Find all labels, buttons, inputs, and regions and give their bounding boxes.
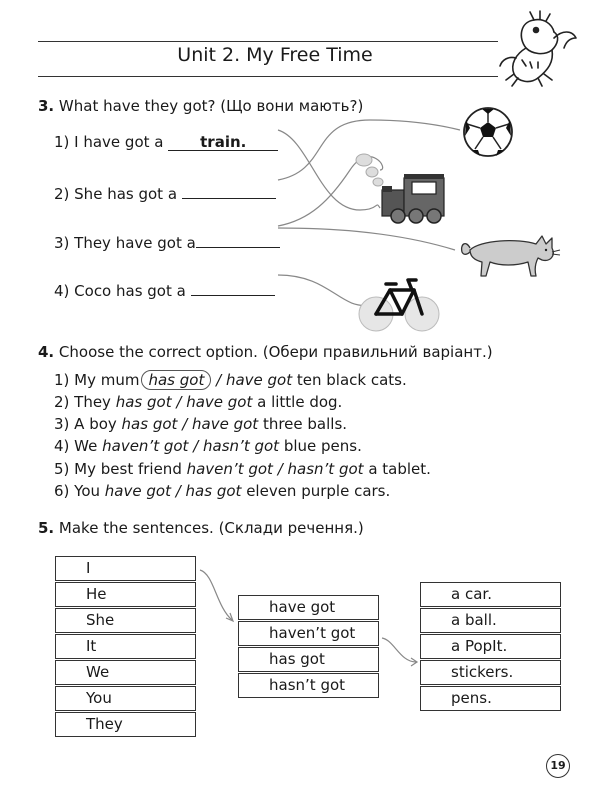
arrow-icon xyxy=(380,634,422,674)
ex3-item-4-text: 4) Coco has got a xyxy=(54,282,186,300)
object-box[interactable]: pens. xyxy=(420,686,561,711)
ex4-item-6-option-1[interactable]: have got xyxy=(104,482,171,500)
ex3-item-1-answer[interactable]: train. xyxy=(168,133,278,151)
ex4-item-4-sep: / xyxy=(188,437,204,455)
ex3-instruction: What have they got? (Що вони мають?) xyxy=(58,97,364,115)
ex4-item-5 xyxy=(54,460,431,478)
ex4-item-1-option-2[interactable]: have got xyxy=(225,371,293,389)
ex3-item-1-text: 1) I have got a xyxy=(54,133,164,151)
ex4-item-2-option-2[interactable]: have got xyxy=(186,393,253,411)
verb-box[interactable]: has got xyxy=(238,647,379,672)
page-number: 19 xyxy=(546,754,570,778)
ex5-heading xyxy=(38,519,364,537)
ex4-item-5-option-1[interactable]: haven’t got xyxy=(186,460,273,478)
header-line-top xyxy=(38,41,498,42)
ex4-item-5-pre: 5) My best friend xyxy=(54,460,187,478)
ex5-number: 5. xyxy=(38,519,55,537)
ex4-item-6-post: eleven purple cars. xyxy=(241,482,391,500)
ex4-item-1-option-1-selected[interactable]: has got xyxy=(141,370,211,390)
ex3-item-1 xyxy=(54,133,278,151)
ex4-item-1-post: ten black cats. xyxy=(292,371,407,389)
verb-box[interactable]: have got xyxy=(238,595,379,620)
ex4-item-3-option-1[interactable]: has got xyxy=(121,415,178,433)
ex4-item-2-pre: 2) They xyxy=(54,393,116,411)
soccer-ball-icon xyxy=(462,106,514,158)
ex3-item-2 xyxy=(54,181,276,203)
ex3-number: 3. xyxy=(38,97,55,115)
ex3-item-2-answer[interactable] xyxy=(182,181,276,199)
ex3-item-4-answer[interactable] xyxy=(191,278,275,296)
ex4-item-1 xyxy=(54,370,407,390)
ex3-item-4 xyxy=(54,278,275,300)
ex4-item-2-option-1[interactable]: has got xyxy=(115,393,172,411)
ex4-item-4-option-1[interactable]: haven’t got xyxy=(102,437,189,455)
ex4-item-1-sep: / xyxy=(211,371,226,389)
ex4-item-5-post: a tablet. xyxy=(363,460,431,478)
bicycle-icon xyxy=(356,276,442,334)
subject-box[interactable]: It xyxy=(55,634,196,659)
ex4-item-5-option-2[interactable]: hasn’t got xyxy=(287,460,364,478)
ex3-item-2-text: 2) She has got a xyxy=(54,185,178,203)
ex4-item-2 xyxy=(54,393,342,411)
ex4-item-3-sep: / xyxy=(177,415,193,433)
header-line-bottom xyxy=(38,76,498,77)
ex4-item-5-sep: / xyxy=(272,460,288,478)
ex4-item-4 xyxy=(54,437,362,455)
subject-box[interactable]: He xyxy=(55,582,196,607)
ex3-item-3 xyxy=(54,230,280,252)
dragon-icon xyxy=(496,8,580,90)
ex4-item-3-post: three balls. xyxy=(258,415,348,433)
subject-box[interactable]: They xyxy=(55,712,196,737)
ex4-item-2-sep: / xyxy=(171,393,187,411)
subject-box[interactable]: We xyxy=(55,660,196,685)
ex3-item-3-text: 3) They have got a xyxy=(54,234,196,252)
ex4-heading xyxy=(38,343,493,361)
ex4-item-4-option-2[interactable]: hasn’t got xyxy=(203,437,280,455)
page-title: Unit 2. My Free Time xyxy=(177,44,373,66)
object-box[interactable]: stickers. xyxy=(420,660,561,685)
verb-box[interactable]: hasn’t got xyxy=(238,673,379,698)
subject-box[interactable]: She xyxy=(55,608,196,633)
ex5-instruction: Make the sentences. (Склади речення.) xyxy=(58,519,364,537)
ex4-number: 4. xyxy=(38,343,55,361)
ex4-item-1-pre: 1) My mum xyxy=(54,371,140,389)
object-box[interactable]: a car. xyxy=(420,582,561,607)
ex4-instruction: Choose the correct option. (Обери правильний варіант.) xyxy=(58,343,493,361)
ex4-item-6-option-2[interactable]: has got xyxy=(185,482,242,500)
ex4-item-4-pre: 4) We xyxy=(54,437,103,455)
train-icon xyxy=(352,150,448,226)
ex4-item-6-pre: 6) You xyxy=(54,482,105,500)
object-box[interactable]: a PopIt. xyxy=(420,634,561,659)
subject-box[interactable]: You xyxy=(55,686,196,711)
ex4-item-3-pre: 3) A boy xyxy=(54,415,122,433)
ex4-item-6-sep: / xyxy=(170,482,186,500)
ex4-item-2-post: a little dog. xyxy=(252,393,343,411)
ex4-item-6 xyxy=(54,482,390,500)
object-box[interactable]: a ball. xyxy=(420,608,561,633)
subject-box[interactable]: I xyxy=(55,556,196,581)
arrow-icon xyxy=(196,566,240,630)
ex4-item-3 xyxy=(54,415,347,433)
verb-box[interactable]: haven’t got xyxy=(238,621,379,646)
ex4-item-3-option-2[interactable]: have got xyxy=(192,415,259,433)
ex3-item-3-answer[interactable] xyxy=(196,230,280,248)
ex4-item-4-post: blue pens. xyxy=(279,437,362,455)
cat-icon xyxy=(456,226,564,280)
